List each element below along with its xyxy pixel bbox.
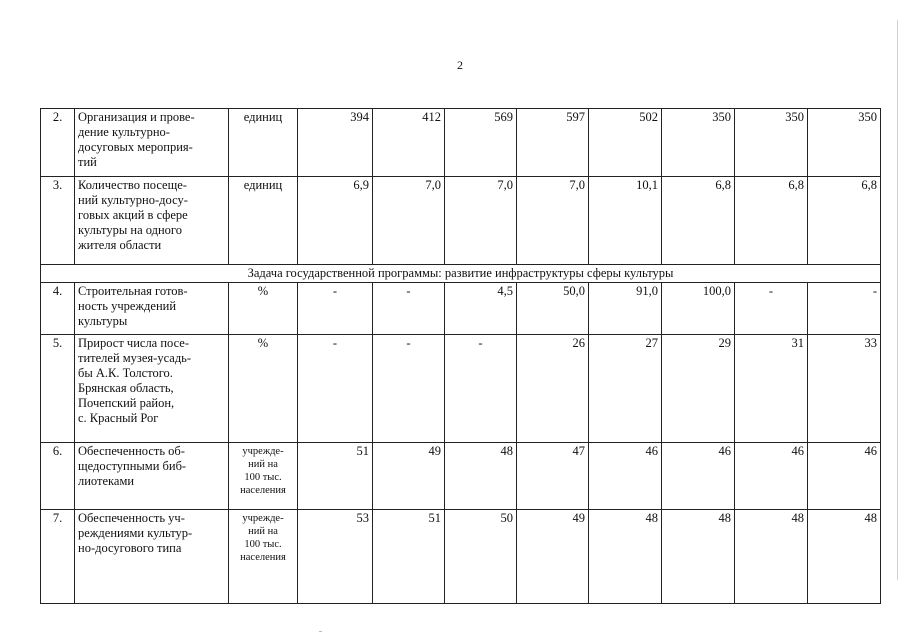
row-number: 3. — [41, 177, 75, 265]
indicator-name: Строительная готов- ность учреждений культуры — [75, 283, 229, 335]
unit-cell: единиц — [229, 177, 298, 265]
value-cell: 502 — [589, 109, 662, 177]
value-cell: 48 — [445, 443, 517, 510]
scan-edge-line — [897, 20, 898, 580]
value-cell: - — [373, 335, 445, 443]
value-cell: 350 — [735, 109, 808, 177]
value-cell: 100,0 — [662, 283, 735, 335]
value-cell: - — [735, 283, 808, 335]
value-cell: 7,0 — [517, 177, 589, 265]
indicator-name: Прирост числа посе- тителей музея-усадь- бы А.К. Толстого. Брянская область, Почепский район, с. Красный Рог — [75, 335, 229, 443]
value-cell: 51 — [373, 510, 445, 604]
value-cell: 47 — [517, 443, 589, 510]
indicator-name: Обеспеченность об- щедоступными биб- лиотеками — [75, 443, 229, 510]
value-cell: 50 — [445, 510, 517, 604]
value-cell: 6,8 — [662, 177, 735, 265]
value-cell: 27 — [589, 335, 662, 443]
row-number: 5. — [41, 335, 75, 443]
indicators-table — [40, 108, 881, 604]
value-cell: - — [373, 283, 445, 335]
value-cell: - — [445, 335, 517, 443]
table-row — [41, 510, 881, 604]
table-row — [41, 283, 881, 335]
value-cell: 350 — [808, 109, 881, 177]
value-cell: 412 — [373, 109, 445, 177]
value-cell: 7,0 — [445, 177, 517, 265]
value-cell: 48 — [662, 510, 735, 604]
value-cell: 6,8 — [808, 177, 881, 265]
table-row — [41, 177, 881, 265]
unit-cell: % — [229, 335, 298, 443]
value-cell: 46 — [808, 443, 881, 510]
unit-cell: % — [229, 283, 298, 335]
value-cell: 49 — [517, 510, 589, 604]
value-cell: 6,8 — [735, 177, 808, 265]
value-cell: 48 — [808, 510, 881, 604]
unit-cell: учрежде- ний на 100 тыс. населения — [229, 443, 298, 510]
value-cell: - — [298, 283, 373, 335]
value-cell: 46 — [662, 443, 735, 510]
task-heading: Задача государственной программы: развитие инфраструктуры сферы культуры — [41, 265, 881, 283]
value-cell: - — [808, 283, 881, 335]
value-cell: 29 — [662, 335, 735, 443]
page-number: 2 — [457, 58, 463, 72]
value-cell: 53 — [298, 510, 373, 604]
value-cell: 31 — [735, 335, 808, 443]
value-cell: 4,5 — [445, 283, 517, 335]
section-heading-row — [41, 265, 881, 283]
unit-cell: единиц — [229, 109, 298, 177]
unit-cell: учрежде- ний на 100 тыс. населения — [229, 510, 298, 604]
value-cell: 48 — [589, 510, 662, 604]
value-cell: 46 — [589, 443, 662, 510]
row-number: 7. — [41, 510, 75, 604]
value-cell: 50,0 — [517, 283, 589, 335]
indicator-name: Организация и прове- дение культурно- досуговых мероприя- тий — [75, 109, 229, 177]
row-number: 4. — [41, 283, 75, 335]
value-cell: 33 — [808, 335, 881, 443]
value-cell: 7,0 — [373, 177, 445, 265]
table-row — [41, 335, 881, 443]
value-cell: 91,0 — [589, 283, 662, 335]
value-cell: - — [298, 335, 373, 443]
value-cell: 48 — [735, 510, 808, 604]
value-cell: 569 — [445, 109, 517, 177]
table-row — [41, 443, 881, 510]
value-cell: 394 — [298, 109, 373, 177]
value-cell: 10,1 — [589, 177, 662, 265]
indicator-name: Обеспеченность уч- реждениями культур- но-досугового типа — [75, 510, 229, 604]
table-row — [41, 109, 881, 177]
scan-speck — [319, 631, 322, 632]
value-cell: 49 — [373, 443, 445, 510]
value-cell: 26 — [517, 335, 589, 443]
indicator-name: Количество посеще- ний культурно-досу- говых акций в сфере культуры на одного жителя области — [75, 177, 229, 265]
value-cell: 597 — [517, 109, 589, 177]
row-number: 6. — [41, 443, 75, 510]
value-cell: 6,9 — [298, 177, 373, 265]
value-cell: 51 — [298, 443, 373, 510]
value-cell: 350 — [662, 109, 735, 177]
row-number: 2. — [41, 109, 75, 177]
value-cell: 46 — [735, 443, 808, 510]
